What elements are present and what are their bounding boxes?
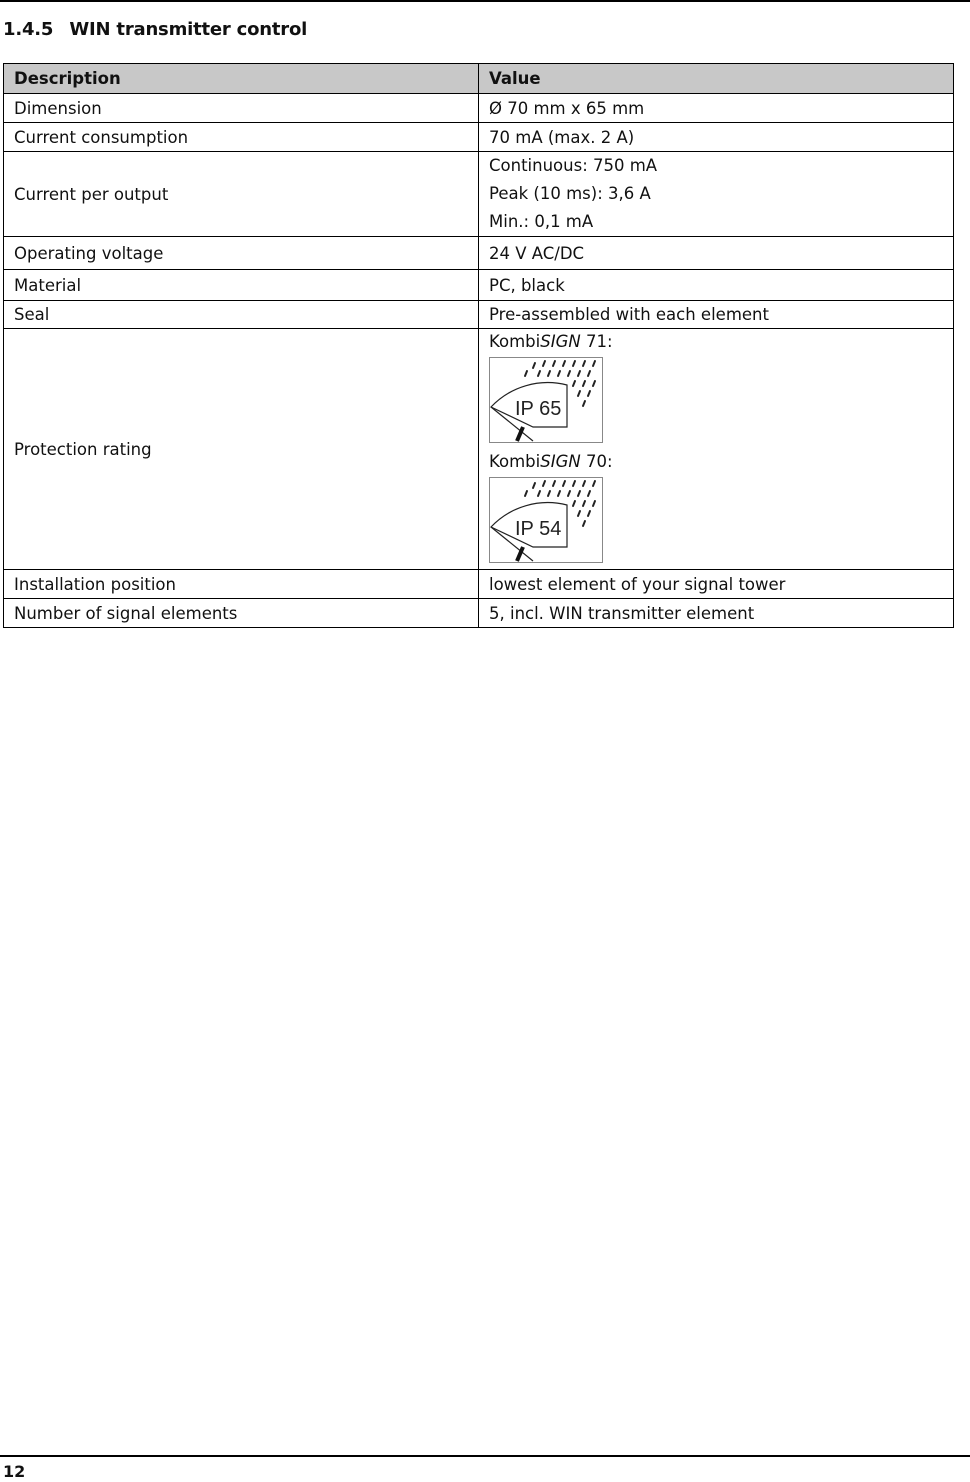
row-label: Installation position: [4, 570, 479, 599]
header-description: Description: [4, 64, 479, 94]
row-value: lowest element of your signal tower: [479, 570, 954, 599]
section-heading: [3, 19, 307, 40]
table-row: [4, 94, 954, 123]
row-label: Protection rating: [4, 329, 479, 570]
rating-label: KombiSIGN 70:: [489, 452, 613, 471]
table-row: [4, 270, 954, 301]
table-row: [4, 123, 954, 152]
row-value: Ø 70 mm x 65 mm: [479, 94, 954, 123]
table-header-row: [4, 64, 954, 94]
rating-block: [489, 329, 943, 443]
spec-table: [3, 63, 954, 628]
row-label: Seal: [4, 301, 479, 329]
page-number: 12: [3, 1462, 26, 1481]
table-row: [4, 570, 954, 599]
svg-text:IP 65: IP 65: [515, 398, 562, 420]
row-value: PC, black: [479, 270, 954, 301]
row-value: Pre-assembled with each element: [479, 301, 954, 329]
rating-label: KombiSIGN 71:: [489, 332, 613, 351]
row-value-multiline: [479, 152, 954, 237]
row-value: 24 V AC/DC: [479, 237, 954, 270]
ip-rating-icon: [489, 357, 603, 443]
table-row: [4, 152, 954, 237]
table-row: [4, 237, 954, 270]
top-rule: [0, 0, 970, 2]
section-title: WIN transmitter control: [69, 19, 308, 40]
svg-text:IP 54: IP 54: [515, 518, 562, 540]
row-label: Number of signal elements: [4, 599, 479, 628]
bottom-rule: [0, 1455, 970, 1457]
header-value: Value: [479, 64, 954, 94]
protection-ratings: [479, 329, 954, 570]
table-row: [4, 329, 954, 570]
row-label: Material: [4, 270, 479, 301]
table-row: [4, 301, 954, 329]
rating-block: [489, 449, 943, 563]
row-label: Current consumption: [4, 123, 479, 152]
row-value: 70 mA (max. 2 A): [479, 123, 954, 152]
ip-rating-icon: [489, 477, 603, 563]
row-label: Dimension: [4, 94, 479, 123]
value-line: Min.: 0,1 mA: [489, 212, 594, 231]
value-line: Peak (10 ms): 3,6 A: [489, 184, 651, 203]
table-row: [4, 599, 954, 628]
row-label: Operating voltage: [4, 237, 479, 270]
row-value: 5, incl. WIN transmitter element: [479, 599, 954, 628]
row-label: Current per output: [4, 152, 479, 237]
value-line: Continuous: 750 mA: [489, 156, 658, 175]
section-number: 1.4.5: [3, 19, 54, 40]
